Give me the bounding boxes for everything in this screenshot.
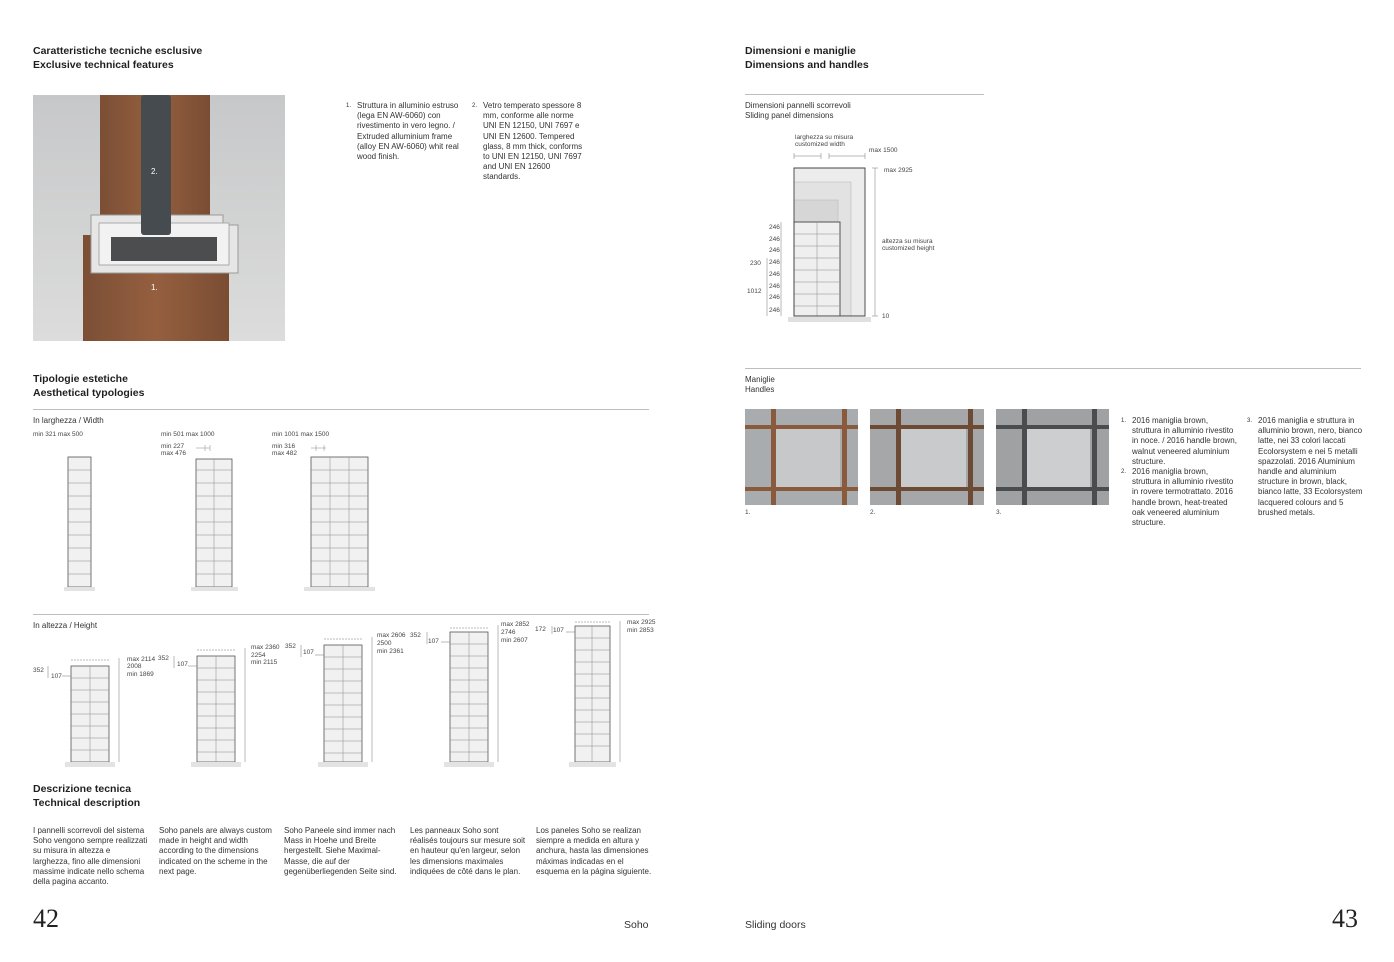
panel-dims-label-it: Dimensioni pannelli scorrevoli <box>745 101 851 110</box>
width-range-2: min 501 max 1000 <box>161 431 215 438</box>
height-label-it: altezza su misura <box>882 238 933 245</box>
handle-text-2: 2016 maniglia brown, struttura in alluminio rivestito in rovere termotrattato. 2016 handle brown, heat-treated oak veneered aluminium structure. <box>1132 467 1234 528</box>
description-heading <box>33 782 140 810</box>
h5-left: 172 <box>535 626 546 633</box>
h3-r2: 2500 <box>377 640 392 647</box>
width-dim-2b: max 476 <box>161 450 186 457</box>
features-title-it: Caratteristiche tecniche esclusive <box>33 45 203 57</box>
handle-list-1 <box>1121 416 1238 528</box>
dimensions-title-it: Dimensioni e maniglie <box>745 45 856 57</box>
h1-left: 352 <box>33 667 44 674</box>
divider <box>33 614 649 615</box>
handle-photo-3 <box>996 409 1109 505</box>
h2-r3: min 2115 <box>251 659 278 666</box>
divider <box>745 368 1361 369</box>
max-height: max 2925 <box>884 167 913 174</box>
dimensions-title-en: Dimensions and handles <box>745 59 869 71</box>
handle-photo-label-2: 2. <box>870 509 876 516</box>
panel-dims-label <box>745 101 851 121</box>
page-number-left: 42 <box>33 904 59 933</box>
page-number-right: 43 <box>1332 904 1358 933</box>
module-5: 246 <box>769 271 780 278</box>
h5-r2: min 2853 <box>627 627 654 634</box>
description-de: Soho Paneele sind immer nach Mass in Hoehe und Breite hergestellt. Siehe Maximal-Masse, die auf der gegenüberliegenden Seite sind. <box>284 826 397 876</box>
width-label: In larghezza / Width <box>33 416 104 425</box>
handle-num-2: 2. <box>1121 469 1127 476</box>
h4-r3: min 2607 <box>501 637 528 644</box>
features-title-en: Exclusive technical features <box>33 59 174 71</box>
side-dim-a: 230 <box>750 260 761 267</box>
description-fr: Les panneaux Soho sont réalisés toujours sur mesure soit en hauteur qu'en largeur, selon les dimensions maximales indiquées de côté dans le plan. <box>410 826 526 876</box>
feature-text-2: Vetro temperato spessore 8 mm, conforme alle norme UNI EN 12150, UNI 7697 e UNI EN 12600. Tempered glass, 8 mm thick, conforms to UNI EN 12150, UNI 7697 and UNI EN 12600 standards. <box>483 101 583 182</box>
feature-num-2: 2. <box>472 103 478 109</box>
height-panel-drawings <box>30 618 660 774</box>
description-title-en: Technical description <box>33 797 141 809</box>
handle-text-1: 2016 maniglia brown, struttura in alluminio rivestito in noce. / 2016 handle brown, walnut veneered aluminium structure. <box>1132 416 1237 466</box>
feature-num-1: 1. <box>346 103 352 109</box>
h2-r2: 2254 <box>251 652 266 659</box>
handles-label-it: Maniglie <box>745 375 775 384</box>
max-width: max 1500 <box>869 147 898 154</box>
footer-left: Soho <box>624 919 649 931</box>
typologies-title-en: Aesthetical typologies <box>33 387 145 399</box>
divider <box>745 94 984 95</box>
description-title-it: Descrizione tecnica <box>33 783 132 795</box>
h4-inner: 107 <box>428 638 439 645</box>
h1-r3: min 1869 <box>127 671 154 678</box>
module-8: 246 <box>769 307 780 314</box>
h2-inner: 107 <box>177 661 188 668</box>
h1-r2: 2008 <box>127 663 142 670</box>
panel-dims-label-en: Sliding panel dimensions <box>745 111 834 120</box>
h3-r1: max 2606 <box>377 632 406 639</box>
handle-list-2 <box>1247 416 1364 518</box>
handle-num-1: 1. <box>1121 418 1127 424</box>
height-label-en: customized height <box>882 245 935 252</box>
width-label-it: larghezza su misura <box>795 134 854 141</box>
photo-label-2: 2. <box>151 167 158 176</box>
width-range-3: min 1001 max 1500 <box>272 431 330 438</box>
h3-r3: min 2361 <box>377 648 404 655</box>
width-label-en: customized width <box>795 141 845 148</box>
description-en: Soho panels are always custom made in height and width according to the dimensions indicated on the scheme in the next page. <box>159 826 272 876</box>
module-1: 246 <box>769 224 780 231</box>
handles-label <box>745 375 775 395</box>
width-dim-2a: min 227 <box>161 443 185 450</box>
handle-photo-1 <box>745 409 858 505</box>
bottom-dim: 10 <box>882 313 890 320</box>
feature-item-2 <box>472 101 588 183</box>
h3-left: 352 <box>285 643 296 650</box>
h4-left: 352 <box>410 632 421 639</box>
h1-r1: max 2114 <box>127 656 156 663</box>
h4-r2: 2746 <box>501 629 516 636</box>
features-heading <box>33 44 202 72</box>
h4-r1: max 2852 <box>501 621 530 628</box>
width-range-1: min 321 max 500 <box>33 431 83 438</box>
typologies-heading <box>33 372 144 400</box>
handle-photo-2 <box>870 409 984 505</box>
module-3: 246 <box>769 247 780 254</box>
width-dim-3b: max 482 <box>272 450 297 457</box>
height-label: In altezza / Height <box>33 621 98 630</box>
h2-r1: max 2360 <box>251 644 280 651</box>
handle-photo-label-3: 3. <box>996 509 1002 516</box>
photo-label-1: 1. <box>151 283 158 292</box>
h5-inner: 107 <box>553 627 564 634</box>
description-es: Los paneles Soho se realizan siempre a medida en altura y anchura, hasta las dimensiones máximas indicadas en el esquema en la página siguiente. <box>536 826 652 876</box>
feature-text-1: Struttura in alluminio estruso (lega EN AW-6060) con rivestimento in vero legno. / Extruded alluminium frame (alloy EN AW-6060) whit real wood finish. <box>357 101 459 162</box>
handles-label-en: Handles <box>745 385 775 394</box>
typologies-title-it: Tipologie estetiche <box>33 373 128 385</box>
handle-text-3: 2016 maniglia e struttura in alluminio brown, nero, bianco latte, nei 33 colori laccati Ecolorsystem e nei 5 metalli spazzolati. 2016 Aluminium handle and aluminium structure in brown, black, bianco latte, 33 Ecolorsystem lacquered colours and 5 brushed metals. <box>1258 416 1363 517</box>
dimensions-heading <box>745 44 869 72</box>
h3-inner: 107 <box>303 649 314 656</box>
module-4: 246 <box>769 259 780 266</box>
footer-right: Sliding doors <box>745 919 806 931</box>
handle-photo-label-1: 1. <box>745 509 751 516</box>
feature-item-1 <box>346 101 464 162</box>
module-6: 246 <box>769 283 780 290</box>
h5-r1: max 2925 <box>627 619 656 626</box>
profile-photo <box>33 95 285 341</box>
side-dim-b: 1012 <box>747 288 762 295</box>
module-7: 246 <box>769 294 780 301</box>
description-it: I pannelli scorrevoli del sistema Soho vengono sempre realizzati su misura in altezza e larghezza, fino alle dimensioni massime indicate nello schema della pagina accanto. <box>33 826 148 887</box>
h2-left: 352 <box>158 655 169 662</box>
module-2: 246 <box>769 236 780 243</box>
width-dim-3a: min 316 <box>272 443 296 450</box>
width-panel-drawings <box>60 440 380 600</box>
panel-dimension-drawing <box>745 130 985 330</box>
handle-num-3: 3. <box>1247 418 1253 424</box>
h1-inner: 107 <box>51 673 62 680</box>
divider <box>33 409 649 410</box>
